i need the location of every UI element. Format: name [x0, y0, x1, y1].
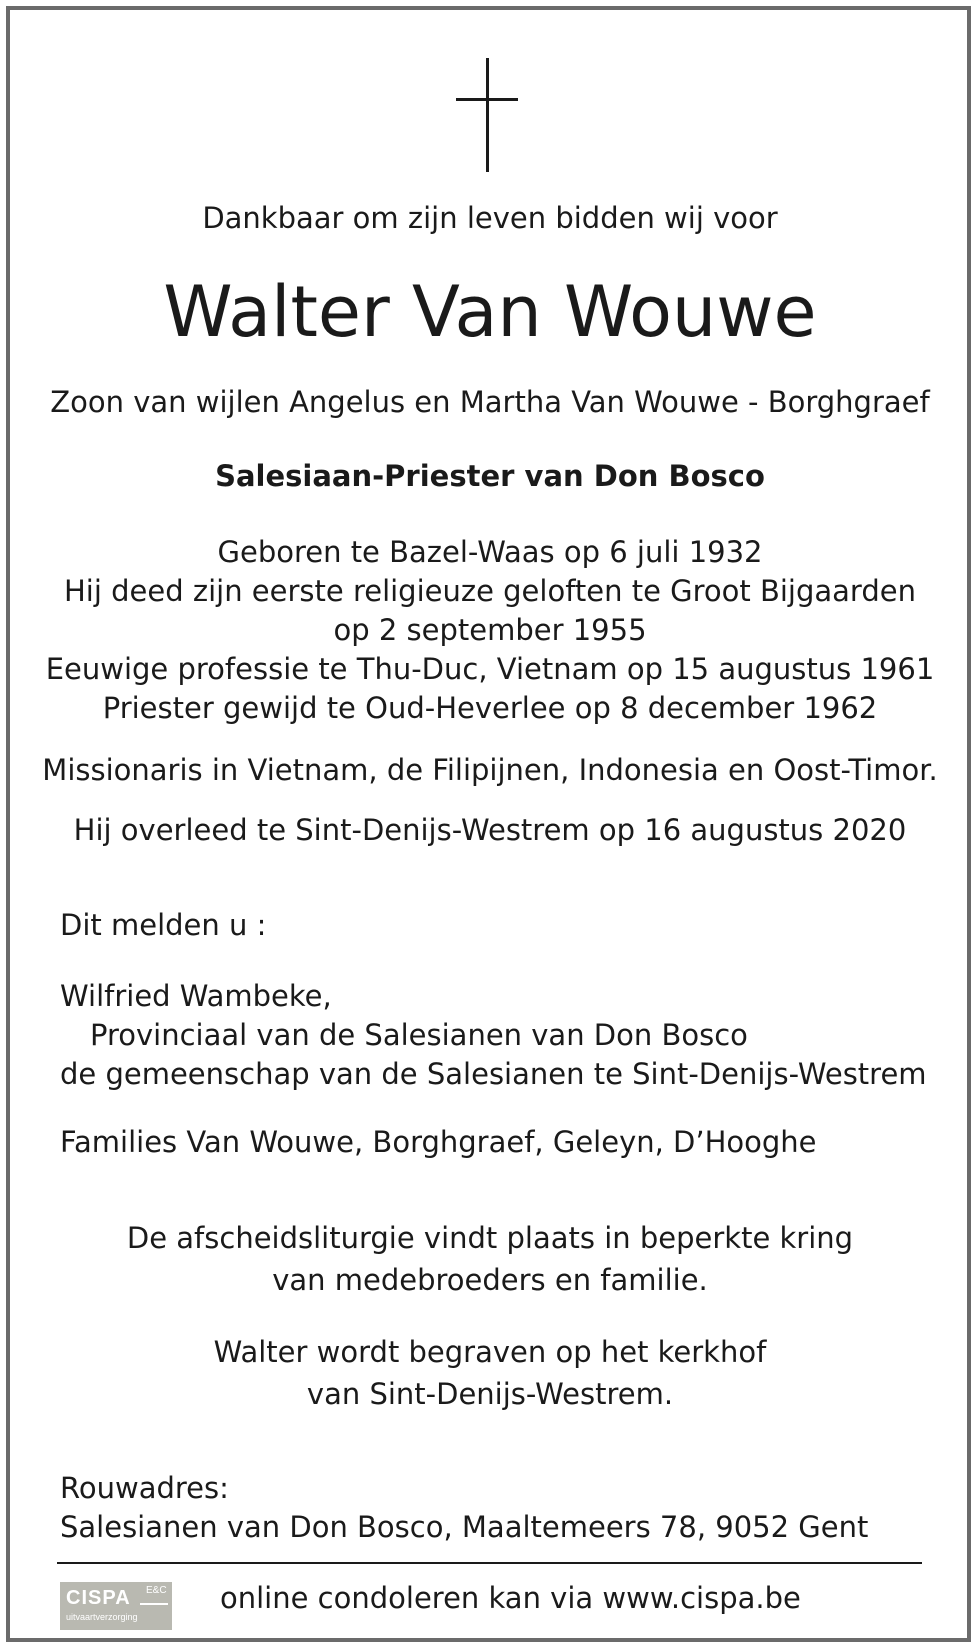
intro-text: Dankbaar om zijn leven bidden wij voor — [202, 201, 778, 235]
bio-line: Eeuwige professie te Thu-Duc, Vietnam op 15 augustus 1961 — [45, 652, 935, 686]
announcer-line: de gemeenschap van de Salesianen te Sint-Denijs-Westrem — [60, 1057, 927, 1091]
burial-line: van Sint-Denijs-Westrem. — [306, 1377, 674, 1411]
role-title: Salesiaan-Priester van Don Bosco — [215, 459, 765, 493]
ceremony-line: De afscheidsliturgie vindt plaats in beperkte kring — [126, 1221, 854, 1255]
families-text: Families Van Wouwe, Borghgraef, Geleyn, D’Hooghe — [60, 1125, 817, 1159]
cispa-logo — [60, 1582, 172, 1630]
announcer-line: Wilfried Wambeke, — [60, 979, 332, 1013]
address-value: Salesianen van Don Bosco, Maaltemeers 78, 9052 Gent — [60, 1510, 869, 1544]
bio-line: op 2 september 1955 — [333, 613, 647, 647]
burial-line: Walter wordt begraven op het kerkhof — [213, 1335, 767, 1369]
parents-text: Zoon van wijlen Angelus en Martha Van Wouwe - Borghgraef — [50, 385, 930, 419]
condolence-link-text: online condoleren kan via www.cispa.be — [220, 1581, 801, 1615]
ceremony-line: van medebroeders en familie. — [272, 1263, 708, 1297]
bio-line: Geboren te Bazel-Waas op 6 juli 1932 — [217, 535, 763, 569]
logo-brand: CISPA — [66, 1587, 131, 1609]
death-text: Hij overleed te Sint-Denijs-Westrem op 16 augustus 2020 — [73, 813, 907, 847]
bio-line: Hij deed zijn eerste religieuze geloften te Groot Bijgaarden — [64, 574, 916, 608]
cross-icon — [456, 58, 518, 172]
logo-superscript: E&C — [146, 1585, 167, 1596]
deceased-name: Walter Van Wouwe — [163, 271, 817, 353]
mission-text: Missionaris in Vietnam, de Filipijnen, Indonesia en Oost-Timor. — [42, 753, 938, 787]
announcers-label: Dit melden u : — [60, 908, 267, 942]
bio-line: Priester gewijd te Oud-Heverlee op 8 december 1962 — [102, 691, 878, 725]
announcer-line: Provinciaal van de Salesianen van Don Bosco — [90, 1018, 748, 1052]
address-label: Rouwadres: — [60, 1471, 229, 1505]
logo-subtitle: uitvaartverzorging — [66, 1612, 138, 1622]
footer-divider — [57, 1562, 922, 1564]
